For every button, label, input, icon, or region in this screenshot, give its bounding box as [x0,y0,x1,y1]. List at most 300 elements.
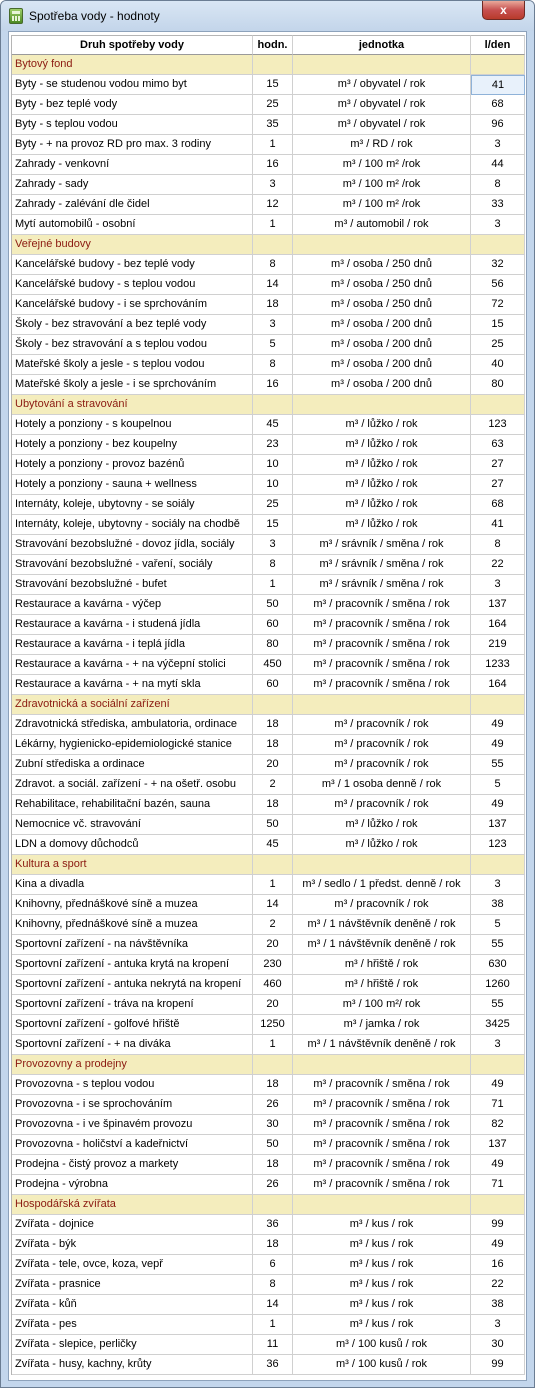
liters-per-day-cell[interactable]: 5 [471,915,525,935]
consumption-type-cell[interactable]: Provozovna - holičství a kadeřnictví [12,1135,253,1155]
value-cell[interactable]: 20 [253,935,293,955]
consumption-type-cell[interactable]: Prodejna - výrobna [12,1175,253,1195]
liters-per-day-cell[interactable]: 55 [471,755,525,775]
column-header-lday[interactable]: l/den [471,35,525,55]
liters-per-day-cell[interactable]: 164 [471,615,525,635]
consumption-type-cell[interactable]: Byty - se studenou vodou mimo byt [12,75,253,95]
table-row[interactable] [12,1115,525,1135]
table-row[interactable] [12,835,525,855]
unit-cell[interactable]: m³ / 1 návštěvník deněně / rok [293,915,471,935]
table-row[interactable] [12,1355,525,1375]
table-row[interactable] [12,615,525,635]
value-cell[interactable]: 18 [253,735,293,755]
table-row[interactable] [12,355,525,375]
table-row[interactable] [12,1175,525,1195]
value-cell[interactable]: 15 [253,75,293,95]
consumption-type-cell[interactable]: Sportovní zařízení - na návštěvníka [12,935,253,955]
value-cell[interactable]: 20 [253,995,293,1015]
unit-cell[interactable]: m³ / lůžko / rok [293,515,471,535]
value-cell[interactable]: 80 [253,635,293,655]
value-cell[interactable]: 18 [253,1155,293,1175]
empty-cell[interactable] [471,395,525,415]
value-cell[interactable]: 45 [253,415,293,435]
table-row[interactable] [12,1315,525,1335]
consumption-type-cell[interactable]: Byty - + na provoz RD pro max. 3 rodiny [12,135,253,155]
value-cell[interactable]: 26 [253,1175,293,1195]
unit-cell[interactable]: m³ / osoba / 200 dnů [293,335,471,355]
category-row[interactable] [12,855,525,875]
liters-per-day-cell[interactable]: 80 [471,375,525,395]
table-row[interactable] [12,215,525,235]
unit-cell[interactable]: m³ / automobil / rok [293,215,471,235]
consumption-type-cell[interactable]: Zdravotnická střediska, ambulatoria, ordinace [12,715,253,735]
liters-per-day-cell[interactable]: 1260 [471,975,525,995]
unit-cell[interactable]: m³ / kus / rok [293,1315,471,1335]
liters-per-day-cell[interactable]: 96 [471,115,525,135]
table-row[interactable] [12,195,525,215]
liters-per-day-cell[interactable]: 123 [471,835,525,855]
consumption-type-cell[interactable]: Zvířata - dojnice [12,1215,253,1235]
empty-cell[interactable] [471,855,525,875]
unit-cell[interactable]: m³ / osoba / 200 dnů [293,375,471,395]
consumption-type-cell[interactable]: Zahrady - sady [12,175,253,195]
consumption-type-cell[interactable]: Zvířata - prasnice [12,1275,253,1295]
value-cell[interactable]: 15 [253,515,293,535]
table-row[interactable] [12,1035,525,1055]
liters-per-day-cell[interactable]: 33 [471,195,525,215]
consumption-type-cell[interactable]: Kancelářské budovy - bez teplé vody [12,255,253,275]
category-label[interactable]: Hospodářská zvířata [12,1195,253,1215]
consumption-type-cell[interactable]: Knihovny, přednáškové síně a muzea [12,915,253,935]
value-cell[interactable]: 3 [253,315,293,335]
liters-per-day-cell[interactable]: 8 [471,535,525,555]
value-cell[interactable]: 25 [253,95,293,115]
consumption-type-cell[interactable]: Prodejna - čistý provoz a markety [12,1155,253,1175]
consumption-type-cell[interactable]: Sportovní zařízení - antuka krytá na kropení [12,955,253,975]
liters-per-day-cell[interactable]: 41 [471,515,525,535]
value-cell[interactable]: 230 [253,955,293,975]
category-label[interactable]: Zdravotnická a sociální zařízení [12,695,253,715]
unit-cell[interactable]: m³ / jamka / rok [293,1015,471,1035]
table-row[interactable] [12,435,525,455]
unit-cell[interactable]: m³ / pracovník / směna / rok [293,1135,471,1155]
consumption-type-cell[interactable]: Nemocnice vč. stravování [12,815,253,835]
value-cell[interactable]: 1 [253,1035,293,1055]
table-row[interactable] [12,815,525,835]
consumption-type-cell[interactable]: Mytí automobilů - osobní [12,215,253,235]
liters-per-day-cell[interactable]: 123 [471,415,525,435]
consumption-type-cell[interactable]: Sportovní zařízení - antuka nekrytá na kropení [12,975,253,995]
value-cell[interactable]: 36 [253,1355,293,1375]
category-row[interactable] [12,1195,525,1215]
consumption-type-cell[interactable]: Restaurace a kavárna - výčep [12,595,253,615]
column-header-value[interactable]: hodn. [253,35,293,55]
unit-cell[interactable]: m³ / pracovník / rok [293,895,471,915]
liters-per-day-cell[interactable]: 3 [471,1035,525,1055]
consumption-type-cell[interactable]: Restaurace a kavárna - i teplá jídla [12,635,253,655]
value-cell[interactable]: 18 [253,295,293,315]
unit-cell[interactable]: m³ / pracovník / rok [293,715,471,735]
unit-cell[interactable]: m³ / pracovník / směna / rok [293,655,471,675]
liters-per-day-cell[interactable]: 55 [471,995,525,1015]
unit-cell[interactable]: m³ / pracovník / směna / rok [293,1175,471,1195]
unit-cell[interactable]: m³ / pracovník / směna / rok [293,1115,471,1135]
consumption-type-cell[interactable]: Lékárny, hygienicko-epidemiologické stanice [12,735,253,755]
liters-per-day-cell[interactable]: 3 [471,1315,525,1335]
consumption-type-cell[interactable]: Hotely a ponziony - bez koupelny [12,435,253,455]
liters-per-day-cell[interactable]: 22 [471,555,525,575]
value-cell[interactable]: 8 [253,355,293,375]
table-row[interactable] [12,315,525,335]
consumption-type-cell[interactable]: Rehabilitace, rehabilitační bazén, sauna [12,795,253,815]
table-row[interactable] [12,1075,525,1095]
value-cell[interactable]: 45 [253,835,293,855]
value-cell[interactable]: 14 [253,895,293,915]
value-cell[interactable]: 3 [253,175,293,195]
empty-cell[interactable] [293,55,471,75]
value-cell[interactable]: 30 [253,1115,293,1135]
unit-cell[interactable]: m³ / 100 m² /rok [293,175,471,195]
liters-per-day-cell[interactable]: 41 [471,75,525,95]
liters-per-day-cell[interactable]: 82 [471,1115,525,1135]
value-cell[interactable]: 2 [253,915,293,935]
table-row[interactable] [12,915,525,935]
consumption-type-cell[interactable]: Zvířata - kůň [12,1295,253,1315]
empty-cell[interactable] [293,1055,471,1075]
category-label[interactable]: Provozovny a prodejny [12,1055,253,1075]
table-row[interactable] [12,655,525,675]
liters-per-day-cell[interactable]: 55 [471,935,525,955]
liters-per-day-cell[interactable]: 8 [471,175,525,195]
category-row[interactable] [12,695,525,715]
liters-per-day-cell[interactable]: 15 [471,315,525,335]
empty-cell[interactable] [253,695,293,715]
unit-cell[interactable]: m³ / pracovník / rok [293,735,471,755]
liters-per-day-cell[interactable]: 49 [471,1075,525,1095]
unit-cell[interactable]: m³ / pracovník / směna / rok [293,1155,471,1175]
category-label[interactable]: Kultura a sport [12,855,253,875]
consumption-type-cell[interactable]: Kina a divadla [12,875,253,895]
consumption-type-cell[interactable]: Školy - bez stravování a s teplou vodou [12,335,253,355]
unit-cell[interactable]: m³ / kus / rok [293,1275,471,1295]
unit-cell[interactable]: m³ / pracovník / směna / rok [293,1075,471,1095]
table-row[interactable] [12,295,525,315]
category-row[interactable] [12,1055,525,1075]
unit-cell[interactable]: m³ / pracovník / směna / rok [293,635,471,655]
liters-per-day-cell[interactable]: 71 [471,1095,525,1115]
consumption-type-cell[interactable]: Sportovní zařízení - tráva na kropení [12,995,253,1015]
liters-per-day-cell[interactable]: 38 [471,895,525,915]
value-cell[interactable]: 10 [253,455,293,475]
consumption-type-cell[interactable]: Restaurace a kavárna - + na mytí skla [12,675,253,695]
consumption-type-cell[interactable]: Sportovní zařízení - + na diváka [12,1035,253,1055]
title-bar[interactable] [1,1,534,31]
value-cell[interactable]: 16 [253,375,293,395]
unit-cell[interactable]: m³ / srávník / směna / rok [293,575,471,595]
unit-cell[interactable]: m³ / lůžko / rok [293,495,471,515]
value-cell[interactable]: 18 [253,1235,293,1255]
table-row[interactable] [12,95,525,115]
liters-per-day-cell[interactable]: 68 [471,495,525,515]
value-cell[interactable]: 50 [253,595,293,615]
value-cell[interactable]: 2 [253,775,293,795]
liters-per-day-cell[interactable]: 25 [471,335,525,355]
category-row[interactable] [12,235,525,255]
unit-cell[interactable]: m³ / lůžko / rok [293,475,471,495]
table-row[interactable] [12,155,525,175]
liters-per-day-cell[interactable]: 56 [471,275,525,295]
table-row[interactable] [12,575,525,595]
liters-per-day-cell[interactable]: 68 [471,95,525,115]
category-row[interactable] [12,55,525,75]
unit-cell[interactable]: m³ / kus / rok [293,1295,471,1315]
unit-cell[interactable]: m³ / lůžko / rok [293,835,471,855]
table-row[interactable] [12,935,525,955]
consumption-type-cell[interactable]: Hotely a ponziony - sauna + wellness [12,475,253,495]
table-row[interactable] [12,75,525,95]
value-cell[interactable]: 23 [253,435,293,455]
unit-cell[interactable]: m³ / srávník / směna / rok [293,535,471,555]
table-row[interactable] [12,1095,525,1115]
consumption-type-cell[interactable]: Mateřské školy a jesle - i se sprchováním [12,375,253,395]
value-cell[interactable]: 1 [253,1315,293,1335]
consumption-type-cell[interactable]: Zvířata - tele, ovce, koza, vepř [12,1255,253,1275]
table-row[interactable] [12,1275,525,1295]
liters-per-day-cell[interactable]: 3 [471,215,525,235]
liters-per-day-cell[interactable]: 49 [471,715,525,735]
value-cell[interactable]: 10 [253,475,293,495]
table-row[interactable] [12,715,525,735]
consumption-type-cell[interactable]: Stravování bezobslužné - vaření, sociály [12,555,253,575]
empty-cell[interactable] [253,395,293,415]
table-row[interactable] [12,995,525,1015]
liters-per-day-cell[interactable]: 27 [471,475,525,495]
empty-cell[interactable] [293,395,471,415]
empty-cell[interactable] [253,55,293,75]
consumption-type-cell[interactable]: Školy - bez stravování a bez teplé vody [12,315,253,335]
empty-cell[interactable] [471,235,525,255]
value-cell[interactable]: 12 [253,195,293,215]
liters-per-day-cell[interactable]: 99 [471,1355,525,1375]
liters-per-day-cell[interactable]: 49 [471,1155,525,1175]
unit-cell[interactable]: m³ / 1 návštěvník deněně / rok [293,1035,471,1055]
liters-per-day-cell[interactable]: 137 [471,595,525,615]
value-cell[interactable]: 8 [253,255,293,275]
unit-cell[interactable]: m³ / pracovník / rok [293,795,471,815]
unit-cell[interactable]: m³ / osoba / 200 dnů [293,355,471,375]
liters-per-day-cell[interactable]: 30 [471,1335,525,1355]
liters-per-day-cell[interactable]: 40 [471,355,525,375]
value-cell[interactable]: 60 [253,675,293,695]
consumption-type-cell[interactable]: Zahrady - venkovní [12,155,253,175]
unit-cell[interactable]: m³ / lůžko / rok [293,815,471,835]
table-row[interactable] [12,1335,525,1355]
table-row[interactable] [12,1295,525,1315]
table-row[interactable] [12,1235,525,1255]
value-cell[interactable]: 18 [253,1075,293,1095]
water-consumption-grid[interactable] [11,35,525,1375]
table-row[interactable] [12,1135,525,1155]
liters-per-day-cell[interactable]: 32 [471,255,525,275]
value-cell[interactable]: 460 [253,975,293,995]
consumption-type-cell[interactable]: LDN a domovy důchodců [12,835,253,855]
unit-cell[interactable]: m³ / obyvatel / rok [293,115,471,135]
unit-cell[interactable]: m³ / RD / rok [293,135,471,155]
consumption-type-cell[interactable]: Zvířata - býk [12,1235,253,1255]
consumption-type-cell[interactable]: Provozovna - i se sprochováním [12,1095,253,1115]
consumption-type-cell[interactable]: Sportovní zařízení - golfové hřiště [12,1015,253,1035]
value-cell[interactable]: 60 [253,615,293,635]
liters-per-day-cell[interactable]: 72 [471,295,525,315]
consumption-type-cell[interactable]: Provozovna - i ve špinavém provozu [12,1115,253,1135]
consumption-type-cell[interactable]: Byty - bez teplé vody [12,95,253,115]
value-cell[interactable]: 14 [253,275,293,295]
table-row[interactable] [12,175,525,195]
consumption-type-cell[interactable]: Zahrady - zalévání dle čidel [12,195,253,215]
consumption-type-cell[interactable]: Byty - s teplou vodou [12,115,253,135]
column-header-unit[interactable]: jednotka [293,35,471,55]
unit-cell[interactable]: m³ / 100 kusů / rok [293,1335,471,1355]
consumption-type-cell[interactable]: Kancelářské budovy - i se sprchováním [12,295,253,315]
consumption-type-cell[interactable]: Stravování bezobslužné - dovoz jídla, sociály [12,535,253,555]
consumption-type-cell[interactable]: Hotely a ponziony - provoz bazénů [12,455,253,475]
empty-cell[interactable] [471,55,525,75]
table-row[interactable] [12,595,525,615]
unit-cell[interactable]: m³ / obyvatel / rok [293,75,471,95]
table-row[interactable] [12,955,525,975]
unit-cell[interactable]: m³ / 100 kusů / rok [293,1355,471,1375]
table-row[interactable] [12,515,525,535]
category-label[interactable]: Veřejné budovy [12,235,253,255]
value-cell[interactable]: 1 [253,135,293,155]
liters-per-day-cell[interactable]: 22 [471,1275,525,1295]
liters-per-day-cell[interactable]: 16 [471,1255,525,1275]
empty-cell[interactable] [253,1055,293,1075]
value-cell[interactable]: 1250 [253,1015,293,1035]
unit-cell[interactable]: m³ / lůžko / rok [293,415,471,435]
consumption-type-cell[interactable]: Hotely a ponziony - s koupelnou [12,415,253,435]
empty-cell[interactable] [253,235,293,255]
liters-per-day-cell[interactable]: 49 [471,795,525,815]
consumption-type-cell[interactable]: Zvířata - pes [12,1315,253,1335]
table-row[interactable] [12,975,525,995]
table-row[interactable] [12,795,525,815]
table-row[interactable] [12,115,525,135]
value-cell[interactable]: 35 [253,115,293,135]
liters-per-day-cell[interactable]: 137 [471,815,525,835]
value-cell[interactable]: 36 [253,1215,293,1235]
value-cell[interactable]: 50 [253,1135,293,1155]
table-row[interactable] [12,675,525,695]
empty-cell[interactable] [293,1195,471,1215]
table-row[interactable] [12,1215,525,1235]
unit-cell[interactable]: m³ / kus / rok [293,1215,471,1235]
consumption-type-cell[interactable]: Zdravot. a sociál. zařízení - + na ošetř. osobu [12,775,253,795]
liters-per-day-cell[interactable]: 99 [471,1215,525,1235]
table-row[interactable] [12,335,525,355]
table-row[interactable] [12,135,525,155]
liters-per-day-cell[interactable]: 3 [471,875,525,895]
table-row[interactable] [12,415,525,435]
value-cell[interactable]: 26 [253,1095,293,1115]
consumption-type-cell[interactable]: Restaurace a kavárna - + na výčepní stolici [12,655,253,675]
table-row[interactable] [12,875,525,895]
unit-cell[interactable]: m³ / pracovník / rok [293,755,471,775]
liters-per-day-cell[interactable]: 49 [471,1235,525,1255]
table-row[interactable] [12,895,525,915]
table-row[interactable] [12,535,525,555]
table-row[interactable] [12,375,525,395]
liters-per-day-cell[interactable]: 38 [471,1295,525,1315]
consumption-type-cell[interactable]: Knihovny, přednáškové síně a muzea [12,895,253,915]
table-row[interactable] [12,555,525,575]
consumption-type-cell[interactable]: Internáty, koleje, ubytovny - sociály na chodbě [12,515,253,535]
table-row[interactable] [12,495,525,515]
consumption-type-cell[interactable]: Stravování bezobslužné - bufet [12,575,253,595]
unit-cell[interactable]: m³ / osoba / 250 dnů [293,255,471,275]
empty-cell[interactable] [471,1195,525,1215]
table-row[interactable] [12,1015,525,1035]
liters-per-day-cell[interactable]: 164 [471,675,525,695]
consumption-type-cell[interactable]: Mateřské školy a jesle - s teplou vodou [12,355,253,375]
empty-cell[interactable] [253,1195,293,1215]
category-label[interactable]: Ubytování a stravování [12,395,253,415]
unit-cell[interactable]: m³ / 1 osoba denně / rok [293,775,471,795]
unit-cell[interactable]: m³ / pracovník / směna / rok [293,615,471,635]
liters-per-day-cell[interactable]: 137 [471,1135,525,1155]
category-row[interactable] [12,395,525,415]
unit-cell[interactable]: m³ / osoba / 200 dnů [293,315,471,335]
table-row[interactable] [12,755,525,775]
unit-cell[interactable]: m³ / sedlo / 1 předst. denně / rok [293,875,471,895]
table-row[interactable] [12,735,525,755]
liters-per-day-cell[interactable]: 3425 [471,1015,525,1035]
unit-cell[interactable]: m³ / lůžko / rok [293,455,471,475]
table-row[interactable] [12,635,525,655]
empty-cell[interactable] [293,855,471,875]
liters-per-day-cell[interactable]: 71 [471,1175,525,1195]
value-cell[interactable]: 16 [253,155,293,175]
table-row[interactable] [12,255,525,275]
consumption-type-cell[interactable]: Zubní střediska a ordinace [12,755,253,775]
liters-per-day-cell[interactable]: 219 [471,635,525,655]
table-row[interactable] [12,1155,525,1175]
unit-cell[interactable]: m³ / hřiště / rok [293,975,471,995]
consumption-type-cell[interactable]: Zvířata - slepice, perličky [12,1335,253,1355]
value-cell[interactable]: 8 [253,1275,293,1295]
value-cell[interactable]: 1 [253,215,293,235]
consumption-type-cell[interactable]: Restaurace a kavárna - i studená jídla [12,615,253,635]
value-cell[interactable]: 50 [253,815,293,835]
consumption-type-cell[interactable]: Provozovna - s teplou vodou [12,1075,253,1095]
table-row[interactable] [12,775,525,795]
empty-cell[interactable] [293,695,471,715]
liters-per-day-cell[interactable]: 630 [471,955,525,975]
liters-per-day-cell[interactable]: 27 [471,455,525,475]
empty-cell[interactable] [471,695,525,715]
value-cell[interactable]: 18 [253,715,293,735]
value-cell[interactable]: 14 [253,1295,293,1315]
consumption-type-cell[interactable]: Kancelářské budovy - s teplou vodou [12,275,253,295]
unit-cell[interactable]: m³ / 100 m²/ rok [293,995,471,1015]
close-button[interactable]: x [482,1,525,20]
table-row[interactable] [12,275,525,295]
liters-per-day-cell[interactable]: 3 [471,135,525,155]
value-cell[interactable]: 18 [253,795,293,815]
value-cell[interactable]: 11 [253,1335,293,1355]
unit-cell[interactable]: m³ / 1 návštěvník deněně / rok [293,935,471,955]
table-row[interactable] [12,475,525,495]
